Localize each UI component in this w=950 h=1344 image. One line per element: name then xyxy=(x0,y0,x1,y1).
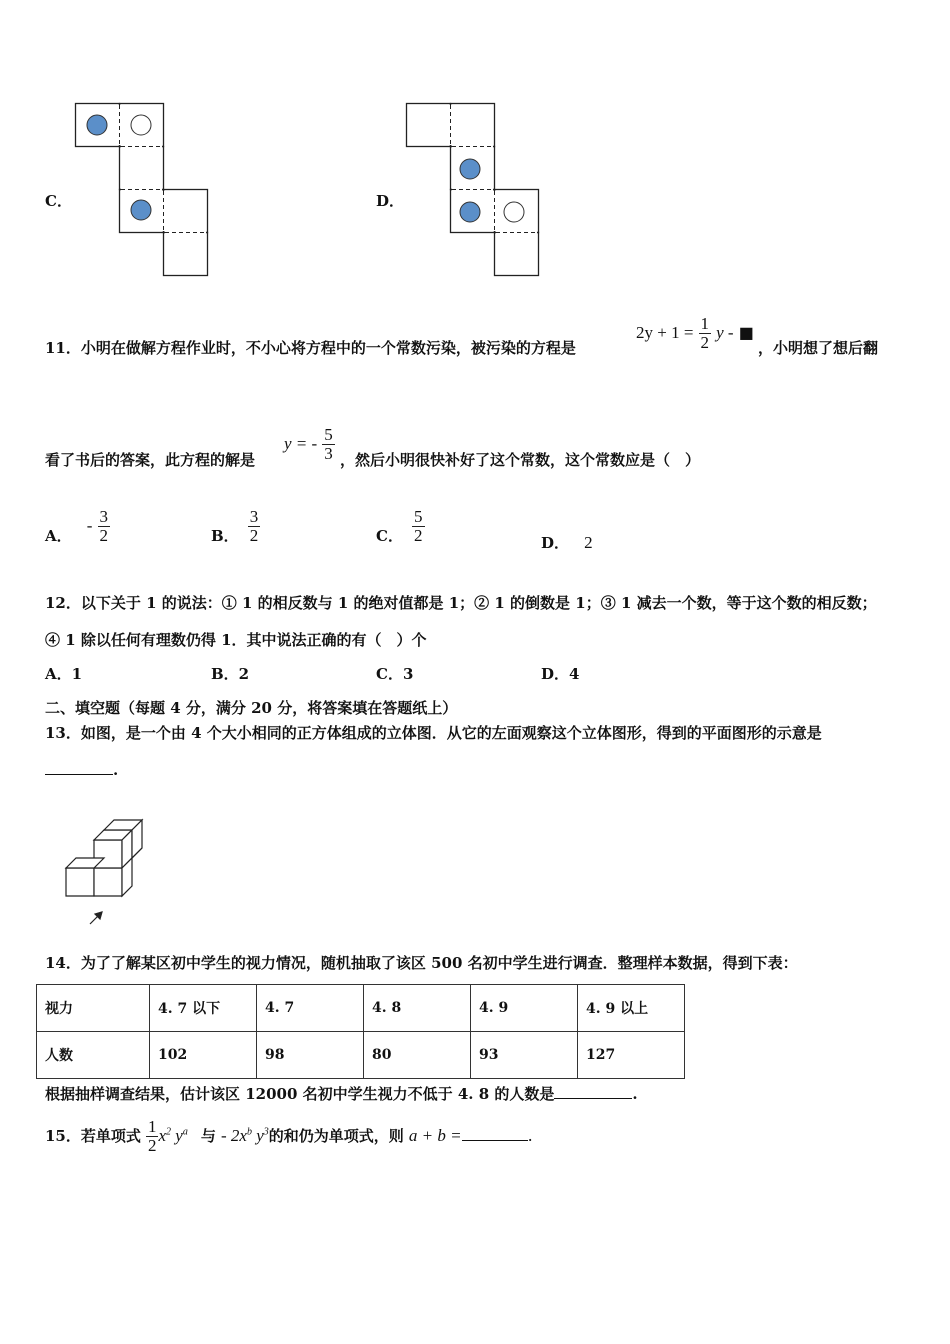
table-cell: 4. 7 xyxy=(257,985,364,1032)
q11-solution: y = - $\frac{5}{3}$ xyxy=(284,425,333,463)
q11-line1: 11．小明在做解方程作业时，不小心将方程中的一个常数污染，被污染的方程是 xyxy=(45,339,576,357)
q12-line2: ④ 1 除以任何有理数仍得 1．其中说法正确的有（ ）个 xyxy=(45,631,427,649)
q12-option-d: D．4 xyxy=(541,665,580,683)
q13-text: 13．如图，是一个由 4 个大小相同的正方体组成的立体图．从它的左面观察这个立体图形，得到的平面图形的示意是 xyxy=(45,724,822,742)
q15-line: 15．若单项式 $\frac{1}{2}$ $x^2$ $y^a$ 与 - $2x^b$ $y^3$的和仍为单项式，则 a + b = . xyxy=(45,1117,533,1155)
option-c-label: C． xyxy=(45,192,72,210)
q12-option-a: A．1 xyxy=(45,665,83,683)
table-cell: 98 xyxy=(257,1032,364,1079)
table-cell: 102 xyxy=(150,1032,257,1079)
table-cell: 80 xyxy=(364,1032,471,1079)
q11-equation: 2y + 1 = $\frac{1}{2}$ y - ■ xyxy=(636,314,754,352)
table-cell: 93 xyxy=(471,1032,578,1079)
q13-answer-line: . xyxy=(45,760,118,779)
vision-table xyxy=(36,984,685,1079)
table-row xyxy=(37,1032,685,1079)
filled-circle xyxy=(87,115,107,135)
q11-option-d: D． 2 xyxy=(541,533,593,552)
filled-circle xyxy=(460,159,480,179)
cube-stack-figure xyxy=(60,812,150,932)
table-cell: 视力 xyxy=(37,985,150,1032)
q14-text: 14．为了了解某区初中学生的视力情况，随机抽取了该区 500 名初中学生进行调查．整理样本数据，得到下表： xyxy=(45,954,798,972)
net-d-square xyxy=(451,104,495,147)
net-c-square xyxy=(120,147,164,190)
q11-option-c: C． $\frac{5}{2}$ xyxy=(376,507,423,545)
q12-option-b: B．2 xyxy=(211,665,250,683)
q12-option-c: C．3 xyxy=(376,665,414,683)
q11-option-b: B． $\frac{3}{2}$ xyxy=(211,507,259,545)
net-figure-c xyxy=(75,103,210,278)
q11-line1-end: ，小明想了想后翻 xyxy=(758,339,879,357)
table-cell: 4. 9 以上 xyxy=(578,985,685,1032)
hollow-circle xyxy=(504,202,524,222)
table-cell: 人数 xyxy=(37,1032,150,1079)
q11-line2-end: ，然后小明很快补好了这个常数，这个常数应是（ ） xyxy=(340,451,701,469)
filled-circle xyxy=(460,202,480,222)
net-d-square xyxy=(495,233,539,276)
hollow-circle xyxy=(131,115,151,135)
answer-blank[interactable] xyxy=(45,760,113,775)
table-cell: 4. 7 以下 xyxy=(150,985,257,1032)
section-heading: 二、填空题（每题 4 分，满分 20 分，将答案填在答题纸上） xyxy=(45,699,458,717)
table-cell: 127 xyxy=(578,1032,685,1079)
table-row xyxy=(37,985,685,1032)
q12-line1: 12．以下关于 1 的说法：① 1 的相反数与 1 的绝对值都是 1；② 1 的倒数是 1；③ 1 减去一个数，等于这个数的相反数； xyxy=(45,594,877,612)
answer-blank[interactable] xyxy=(554,1084,632,1099)
answer-blank[interactable] xyxy=(462,1126,528,1141)
q11-option-a: A． - $\frac{3}{2}$ xyxy=(45,507,108,545)
net-c-square xyxy=(164,190,208,233)
net-c-square xyxy=(164,233,208,276)
filled-circle xyxy=(131,200,151,220)
option-d-label: D． xyxy=(376,192,405,210)
table-cell: 4. 9 xyxy=(471,985,578,1032)
q14-after: 根据抽样调查结果，估计该区 12000 名初中学生视力不低于 4. 8 的人数是 . xyxy=(45,1085,638,1103)
net-d-square xyxy=(407,104,451,147)
table-cell: 4. 8 xyxy=(364,985,471,1032)
ink-blot: ■ xyxy=(738,322,754,342)
q11-line2: 看了书后的答案，此方程的解是 xyxy=(45,451,256,469)
net-figure-d xyxy=(406,103,541,278)
